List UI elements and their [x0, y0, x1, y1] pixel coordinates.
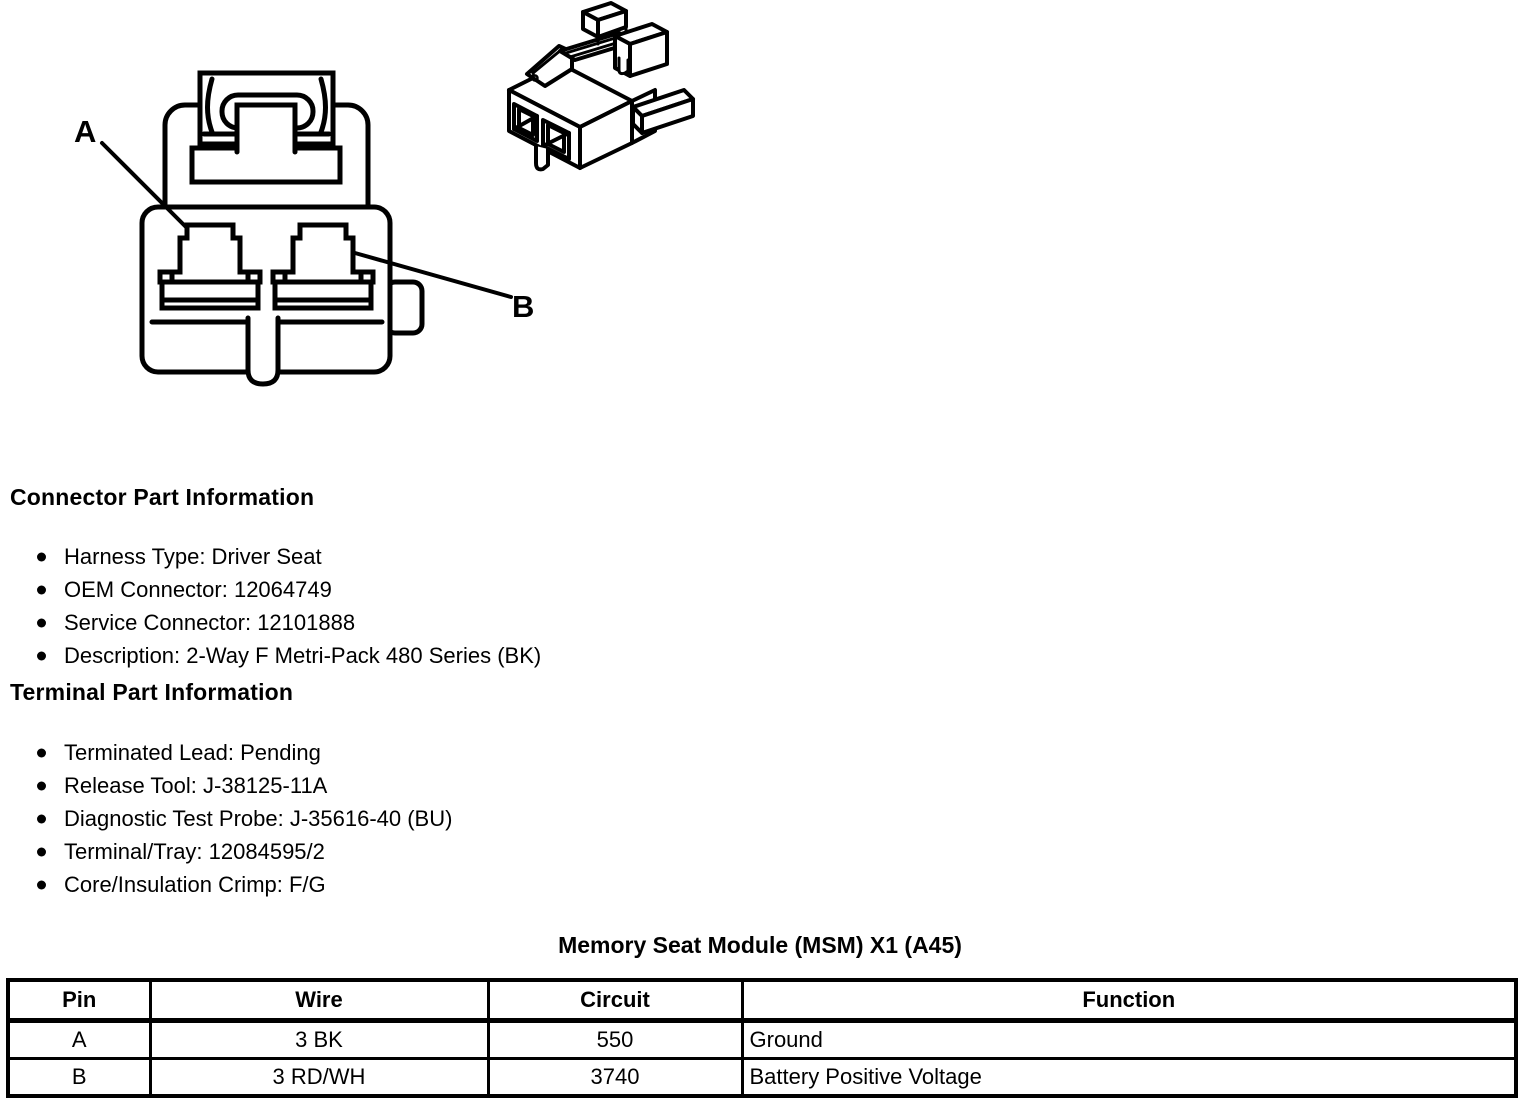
latch-assembly — [527, 3, 667, 86]
connector-part-information-list — [0, 540, 541, 672]
cell-wire: 3 BK — [150, 1020, 488, 1058]
list-item — [0, 639, 541, 672]
bullet-icon — [37, 552, 46, 561]
list-item-text: Terminated Lead: Pending — [64, 739, 321, 765]
cell-function: Ground — [742, 1020, 1516, 1058]
lock-tab-base-band — [192, 148, 340, 182]
pin-b-label: B — [512, 289, 535, 324]
pinout-table-title: Memory Seat Module (MSM) X1 (A45) — [558, 932, 962, 958]
bullet-icon — [37, 585, 46, 594]
terminal-part-information-list — [0, 736, 452, 901]
list-item — [0, 540, 541, 573]
bullet-icon — [37, 781, 46, 790]
bullet-icon — [37, 814, 46, 823]
list-item-text: OEM Connector: 12064749 — [64, 576, 332, 602]
list-item-text: Release Tool: J-38125-11A — [64, 772, 328, 798]
list-item — [0, 802, 452, 835]
pin-a-label: A — [74, 114, 97, 149]
list-item-text: Service Connector: 12101888 — [64, 609, 356, 635]
list-item-text: Core/Insulation Crimp: F/G — [64, 871, 326, 897]
list-item — [0, 868, 452, 901]
connector-perspective-drawing — [509, 3, 693, 169]
latch-block-notch — [619, 58, 628, 74]
list-item — [0, 769, 452, 802]
table-header-row — [8, 980, 1516, 1020]
table-row — [8, 1020, 1516, 1058]
cell-circuit: 3740 — [488, 1058, 742, 1096]
bullet-icon — [37, 651, 46, 660]
list-item — [0, 573, 541, 606]
connector-figure — [0, 0, 760, 450]
column-header-circuit: Circuit — [488, 980, 742, 1020]
cell-circuit: 550 — [488, 1020, 742, 1058]
column-header-pin: Pin — [8, 980, 150, 1020]
bullet-icon — [37, 748, 46, 757]
column-header-function: Function — [742, 980, 1516, 1020]
connector-front-view-drawing — [102, 73, 511, 384]
table-row — [8, 1058, 1516, 1096]
column-header-wire: Wire — [150, 980, 488, 1020]
list-item-text: Harness Type: Driver Seat — [64, 543, 322, 569]
bottom-index-tab — [248, 318, 278, 384]
connector-part-information-heading: Connector Part Information — [10, 484, 315, 510]
list-item — [0, 606, 541, 639]
list-item-text: Terminal/Tray: 12084595/2 — [64, 838, 325, 864]
cell-pin: B — [8, 1058, 150, 1096]
bullet-icon — [37, 880, 46, 889]
bullet-icon — [37, 847, 46, 856]
cell-pin: A — [8, 1020, 150, 1058]
cell-function: Battery Positive Voltage — [742, 1058, 1516, 1096]
lock-tab-stem — [237, 105, 295, 152]
terminal-part-information-heading: Terminal Part Information — [10, 679, 294, 705]
list-item-text: Diagnostic Test Probe: J-35616-40 (BU) — [64, 805, 453, 831]
list-item — [0, 736, 452, 769]
bullet-icon — [37, 618, 46, 627]
cell-wire: 3 RD/WH — [150, 1058, 488, 1096]
list-item-text: Description: 2-Way F Metri-Pack 480 Series (BK) — [64, 642, 542, 668]
list-item — [0, 835, 452, 868]
pinout-table — [6, 978, 1518, 1098]
bottom-peg — [536, 146, 548, 169]
